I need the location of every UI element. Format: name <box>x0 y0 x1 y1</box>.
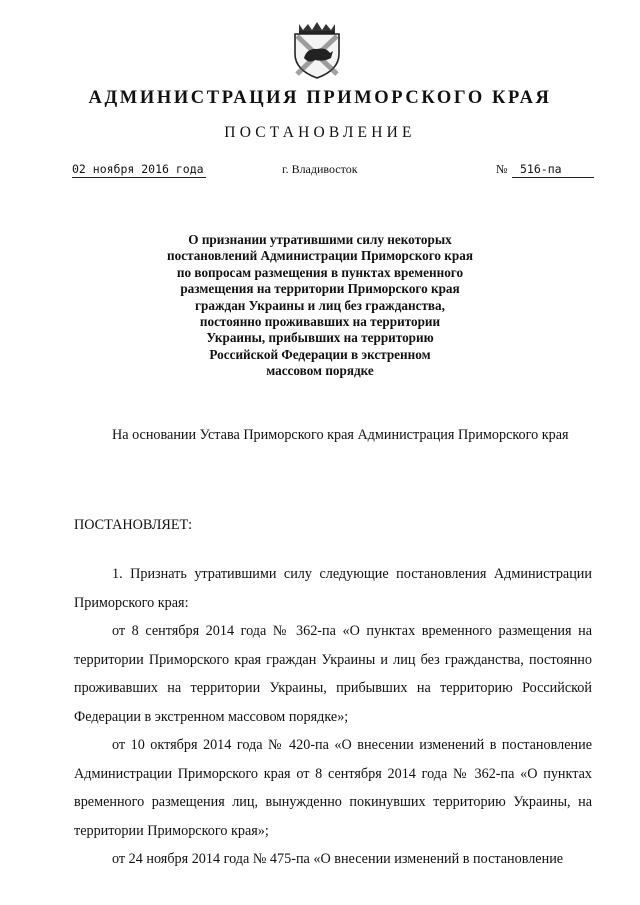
subject-line: О признании утратившими силу некоторых <box>188 232 452 247</box>
subject-line: по вопросам размещения в пунктах временного <box>176 264 464 280</box>
item-1b-paragraph: от 10 октября 2014 года № 420-па «О внесении изменений в постановление Администрации Приморского края от 8 сентября 2014 года № 362-па «О пунктах временного размещения лиц, вынужденно покинувших территорию Украины, на территории Приморского края»; <box>74 737 592 839</box>
item-1-paragraph: 1. Признать утратившими силу следующие постановления Администрации Приморского края: <box>74 566 592 611</box>
document-type: ПОСТАНОВЛЕНИЕ <box>224 124 416 141</box>
document-number-label: № <box>496 162 508 176</box>
document-meta <box>0 162 640 184</box>
item-1c-paragraph: от 24 ноября 2014 года № 475-па «О внесении изменений в постановление <box>112 851 564 867</box>
subject-line: Украины, прибывших на территорию <box>206 330 434 346</box>
basis-paragraph: На основании Устава Приморского края Администрация Приморского края <box>112 427 569 443</box>
coat-of-arms-icon <box>289 18 345 80</box>
document-number: 516-па <box>512 162 594 178</box>
basis-section <box>74 421 592 450</box>
subject-line: граждан Украины и лиц без гражданства, <box>195 297 445 313</box>
subject-line: массовом порядке <box>266 363 374 379</box>
document-city: г. Владивосток <box>282 162 358 176</box>
document-date: 02 ноября 2016 года <box>72 162 204 176</box>
subject-line: Российской Федерации в экстренном <box>209 346 431 362</box>
decree-word: ПОСТАНОВЛЯЕТ: <box>74 517 193 533</box>
subject-line: размещения на территории Приморского края <box>180 281 460 297</box>
document-subject <box>160 232 480 380</box>
subject-line: постоянно проживавших на территории <box>199 314 441 330</box>
decree-items <box>74 560 592 874</box>
subject-line: постановлений Администрации Приморского края <box>167 248 473 264</box>
organization-title: АДМИНИСТРАЦИЯ ПРИМОРСКОГО КРАЯ <box>88 88 552 108</box>
item-1a-paragraph: от 8 сентября 2014 года № 362-па «О пунктах временного размещения на территории Приморского края граждан Украины и лиц без гражданства, постоянно проживавших на территории Украины, прибывших на территорию Российской Федерации в экстренном массовом порядке»; <box>74 623 592 725</box>
